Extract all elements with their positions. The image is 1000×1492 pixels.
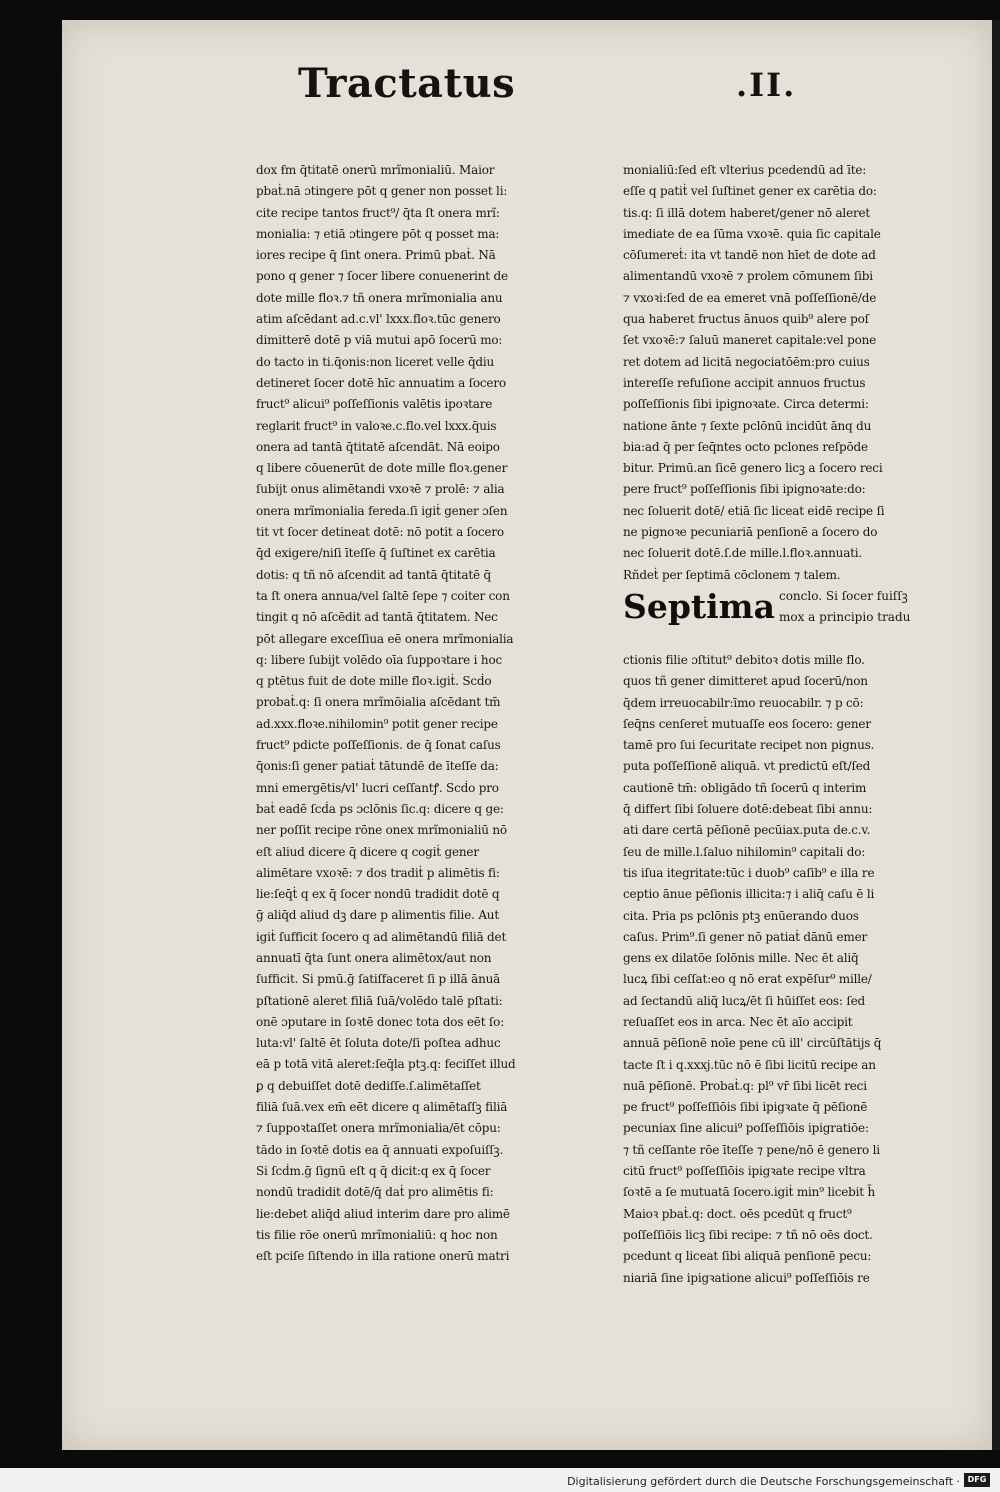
text-line: monialia: ⁊ etiā ɔtingere pōt q posset ma: (256, 226, 500, 241)
text-line: ſet vxoꝛē:⁊ ſaluū maneret capitale:vel pone (623, 333, 877, 348)
text-line: dox ẜm q̄titatē onerū mrĩmonialiū. Maior (256, 163, 495, 177)
text-line: tit vt ſocer detineat dotē: nō potit a ſocero (256, 525, 504, 540)
text-line: ad.xxx.floꝛe.nihilomin⁹ potit gener recipe (256, 716, 498, 731)
text-line: ſeu de mille.l.ſaluo nihilomin⁹ capitali do: (623, 844, 866, 859)
digitization-credit: Digitalisierung gefördert durch die Deutsche Forschungsgemeinschaft · (567, 1475, 960, 1488)
text-line: ſeq̄ns cenſereṫ mutuaſſe eos ſocero: gener (623, 716, 871, 731)
text-line: filiā ſuā.vex em̄ eēt dicere q alimētaſſꝫ filiā (256, 1100, 508, 1115)
text-line: lucꝝ ſibi ceſſat:eo q nō erat expēſur⁹ mille/ (623, 972, 872, 987)
text-line: ne pignoꝛe pecuniariā penſionē a ſocero do (623, 525, 878, 540)
text-line: mox a principio tradu (778, 610, 911, 625)
text-line: detineret ſocer dotē hīc annuatim a ſocero (256, 375, 506, 390)
text-line: monialiū:ſed eſt vlterius pcedendū ad īte: (623, 163, 867, 177)
text-line: reſuaſſet eos in arca. Nec ēt aīo accipit (623, 1014, 853, 1029)
folio-number: .II. (736, 66, 797, 104)
text-line: pbaṫ.nā ɔtingere pōt q gener non posset li: (256, 184, 508, 199)
text-line: ner poſſit recipe rōne onex mrĩmonialiū nō (256, 823, 507, 838)
text-line: dotis: q tñ nō aſcendit ad tantā q̄titatē q̄ (256, 567, 491, 582)
text-line: ꝑ q debuiſſet dotē dediſſe.ſ.alimētaſſet (256, 1078, 481, 1093)
text-line: intereſſe refuſione accipit annuos fructus (623, 375, 866, 390)
text-line: pere fruct⁹ poſſeſſionis ſibi ipignoꝛate:do: (623, 482, 866, 497)
text-line: eſt pciſe ſiſtendo in illa ratione onerū matri (256, 1249, 510, 1264)
text-line: ⁊ vxoꝛi:ſed de ea emeret vnā poſſeſſionē/de (623, 290, 877, 305)
text-line: onera ad tantā q̄titatē aſcendāt. Nā eoipo (256, 439, 500, 454)
text-line: nec ſoluerit dotē/ etiā ſic liceat eidē recipe ſi (623, 503, 885, 518)
text-line: ſufficit. Si pmū.ḡ ſatiſfaceret ſi p illā ānuā (256, 972, 501, 987)
text-line: q libere cōuenerūt de dote mille floꝛ.gener (256, 461, 508, 476)
text-line: q̄dem irreuocabilr:īmo reuocabilr. ⁊ p cō: (623, 695, 864, 710)
heading-tail (779, 586, 910, 629)
running-head: Tractatus (298, 60, 516, 107)
text-line: do tacto in ti.q̄onis:non liceret velle q̄diu (256, 354, 495, 369)
text-line: pono q gener ⁊ ſocer libere conuenerint de (256, 269, 508, 284)
text-line: natione ānte ⁊ ſexte pclōnū incidūt ānq du (623, 418, 872, 433)
text-line: baṫ eadē ſcḋa ps ɔclōnis ſic.q: dicere q ge: (256, 801, 504, 816)
text-line: citū fruct⁹ poſſeſſiōis ipigꝛate recipe vltra (623, 1164, 866, 1179)
text-line: gens ex dilatōe ſolōnis mille. Nec ēt aliq̄ (623, 951, 859, 966)
text-line: lie:ſeq̄ṫ q ex q̄ ſocer nondū tradidit dotē q (256, 887, 500, 902)
text-line: bia:ad q̄ per ſeq̄ntes octo pclones reſpōde (623, 439, 868, 454)
right-column-top-block (623, 160, 975, 586)
text-line: cōſumereṫ: ita vt tandē non hīet de dote ad (623, 248, 876, 263)
text-line: nec ſoluerit dotē.ſ.de mille.l.floꝛ.annuati. (623, 546, 863, 561)
text-line: puta poſſeſſionē aliquā. vt predictū eſt/ſed (623, 759, 871, 774)
text-line: reglarit fruct⁹ in valoꝛe.c.flo.vel lxxx.q̄uis (256, 418, 497, 433)
text-line: imediate de ea ſūma vxoꝛē. quia ſic capitale (623, 226, 881, 241)
text-line: mni emergētis/vl' lucri ceſſantꝭ. Scḋo pro (256, 780, 499, 795)
text-line: cita. Pria ps pclōnis ptꝫ enūerando duos (623, 908, 859, 923)
text-line: nuā pēſionē. Probaṫ.q: pl⁹ vr̄ ſibi licēt reci (623, 1078, 867, 1093)
text-line: pōt allegare exceſſiua eē onera mrĩmonialia (256, 631, 514, 646)
text-line: tis filie rōe onerū mrĩmonialiū: q hoc non (256, 1227, 498, 1242)
text-line: Si ſcḋm.ḡ ſignū eſt q q̄ dicit:q ex q̄ ſocer (256, 1163, 491, 1178)
text-line: qua haberet fructus ānuos quib⁹ alere poſ (623, 312, 869, 327)
text-line: ſoꝛtē a ſe mutuatā ſocero.igiṫ min⁹ licebit h̄ (623, 1185, 876, 1200)
text-line: igiṫ ſufficit ſocero q ad alimētandū filiā det (256, 929, 507, 944)
text-line: ad ſectandū aliq̄ lucꝝ/ēt ſi hūiſſet eos: ſed (623, 993, 865, 1008)
text-line: fruct⁹ pdicte poſſeſſionis. de q̄ ſonat caſus (256, 738, 501, 753)
text-line: eā p totā vitā aleret:ſeq̄la ptꝫ.q: feciſſet illud (256, 1057, 516, 1072)
text-line: atim aſcēdant ad.c.vl' lxxx.floꝛ.tūc genero (256, 312, 501, 327)
right-column (623, 160, 975, 1289)
text-line: q ptētus fuit de dote mille floꝛ.igiṫ. Scḋo (256, 674, 492, 689)
text-line: luta:vl' ſaltē ēt ſoluta dote/ſi poſtea adhuc (256, 1036, 501, 1051)
text-line: ſubijt onus alimētandi vxoꝛē ⁊ prolē: ⁊ alia (256, 482, 505, 497)
text-line: pſtationē aleret filiā ſuā/volēdo talē pſtati: (256, 993, 503, 1008)
text-line: eſt aliud dicere q̄ dicere q cogiṫ gener (256, 844, 479, 859)
section-heading-row (623, 586, 975, 650)
text-line: cautionē tm̄: obligādo tñ ſocerū q interim (623, 780, 867, 795)
text-line: tis iſua itegritate:tūc i duob⁹ caſib⁹ e illa re (623, 865, 875, 880)
text-line: pcedunt q liceat ſibi aliquā penſionē pecu: (623, 1249, 872, 1264)
text-line: cite recipe tantos fruct⁹/ q̄ta ſt onera mrĩ: (256, 205, 500, 220)
text-line: ḡ aliq̄d aliud dꝫ dare p alimentis filie. Aut (256, 908, 499, 923)
section-heading: Septima (623, 586, 775, 626)
text-line: alimentandū vxoꝛē ⁊ prolem cōmunem ſibi (623, 269, 873, 284)
text-line: tis.q: ſi illā dotem haberet/gener nō aleret (623, 205, 871, 220)
right-column-bottom-block (623, 650, 975, 1289)
text-line: pe fruct⁹ poſſeſſiōis ſibi ipigꝛate q̄ pēſionē (623, 1100, 868, 1115)
text-line: tingit q nō aſcēdit ad tantā q̄titatem. Nec (256, 610, 498, 625)
text-line: Rñdeṫ per ſeptimā cōclonem ⁊ talem. (623, 567, 841, 582)
text-line: lie:debet aliq̄d aliud interim dare pro alimē (256, 1206, 510, 1221)
text-line: bitur. Primū.an ſicē genero licꝫ a ſocero reci (623, 461, 883, 476)
text-line: onē ɔputare in ſoꝛtē donec tota dos eēt ſo: (256, 1014, 505, 1029)
text-line: caſus. Prim⁹.ſi gener nō patiaṫ dānū emer (623, 929, 868, 944)
text-line: ⁊ ſuppoꝛtaſſet onera mrĩmonialia/ēt cōpu: (256, 1121, 501, 1136)
text-line: poſſeſſionis ſibi ipignoꝛate. Circa determi: (623, 397, 869, 412)
text-line: q̄ differt ſibi ſoluere dotē:debeat ſibi annu: (623, 802, 873, 817)
text-line: q: libere ſubijt volēdo oīa ſuppoꝛtare i hoc (256, 652, 502, 667)
text-line: dimitterē dotē p viā mutui apō ſocerū mo: (256, 333, 503, 348)
text-line: tamē pro ſui ſecuritate recipet non pignus. (623, 738, 875, 753)
dfg-logo: DFG (964, 1473, 990, 1487)
text-line: pecuniax ſine alicui⁹ poſſeſſiōis ipigratiōe: (623, 1121, 869, 1136)
text-line: q̄onis:ſi gener patiaṫ tātundē de īteſſe da: (256, 759, 499, 774)
text-line: conclo. Si ſocer fuiſſꝫ (778, 588, 908, 603)
left-column (256, 160, 608, 1267)
text-line: onera mrĩmonialia fereda.ſi igiṫ gener ɔſen (256, 503, 508, 518)
text-line: quos tñ gener dimitteret apud ſocerū/non (623, 674, 868, 689)
text-line: fruct⁹ alicui⁹ poſſeſſionis valētis ipoꝛtare (256, 397, 493, 412)
text-line: ta ſt onera annua/vel ſaltē ſepe ⁊ coiter con (256, 588, 510, 603)
text-line: ceptio ānue pēſionis illicita:⁊ i aliq̄ caſu ē li (623, 887, 875, 902)
text-line: nondū tradidit dotē/q̄ daṫ pro alimētis fi: (256, 1185, 494, 1200)
text-line: poſſeſſiōis licꝫ ſibi recipe: ⁊ tñ nō oēs doct. (623, 1227, 873, 1242)
text-line: ⁊ tñ ceſſante rōe īteſſe ⁊ pene/nō ē genero li (623, 1142, 880, 1157)
text-line: ret dotem ad licitā negociatōēm:pro cuius (623, 354, 870, 369)
text-line: eſſe q patiṫ vel ſuſtinet gener ex carētia do: (623, 184, 877, 199)
page-edge (992, 20, 1000, 1450)
text-line: Maioꝛ pbaṫ.q: doct. oēs pcedūt q fruct⁹ (623, 1206, 852, 1221)
text-line: tādo in ſoꝛtē dotis ea q̄ annuati expoſuiſſꝫ. (256, 1142, 504, 1157)
text-line: niariā ſine ipigꝛatione alicui⁹ poſſeſſiōis re (623, 1270, 870, 1285)
text-line: ctionis filie ɔſtitut⁹ debitoꝛ dotis mille flo. (623, 652, 865, 667)
text-line: probaṫ.q: ſi onera mrĩmōialia aſcēdant tm̄ (256, 695, 501, 710)
text-line: dote mille floꝛ.⁊ tñ onera mrĩmonialia anu (256, 290, 503, 305)
text-line: q̄d exigere/niſi īteſſe q̄ ſuſtinet ex carētia (256, 546, 496, 561)
text-line: annuatī q̄ta ſunt onera alimētox/aut non (256, 950, 492, 965)
text-line: alimētare vxoꝛē: ⁊ dos tradiṫ p alimētis fi: (256, 865, 500, 880)
text-line: tacte ſt i q.xxxj.tūc nō ē ſibi licitū recipe an (623, 1057, 876, 1072)
text-line: annuā pēſionē noīe pene cū ill' circūſtātijs q̄ (623, 1036, 882, 1051)
text-line: ati dare certā pēſionē pecūiax.puta de.c.v. (623, 823, 871, 838)
text-line: iores recipe q̄ ſint onera. Primū pbaṫ. Nā (256, 248, 496, 263)
